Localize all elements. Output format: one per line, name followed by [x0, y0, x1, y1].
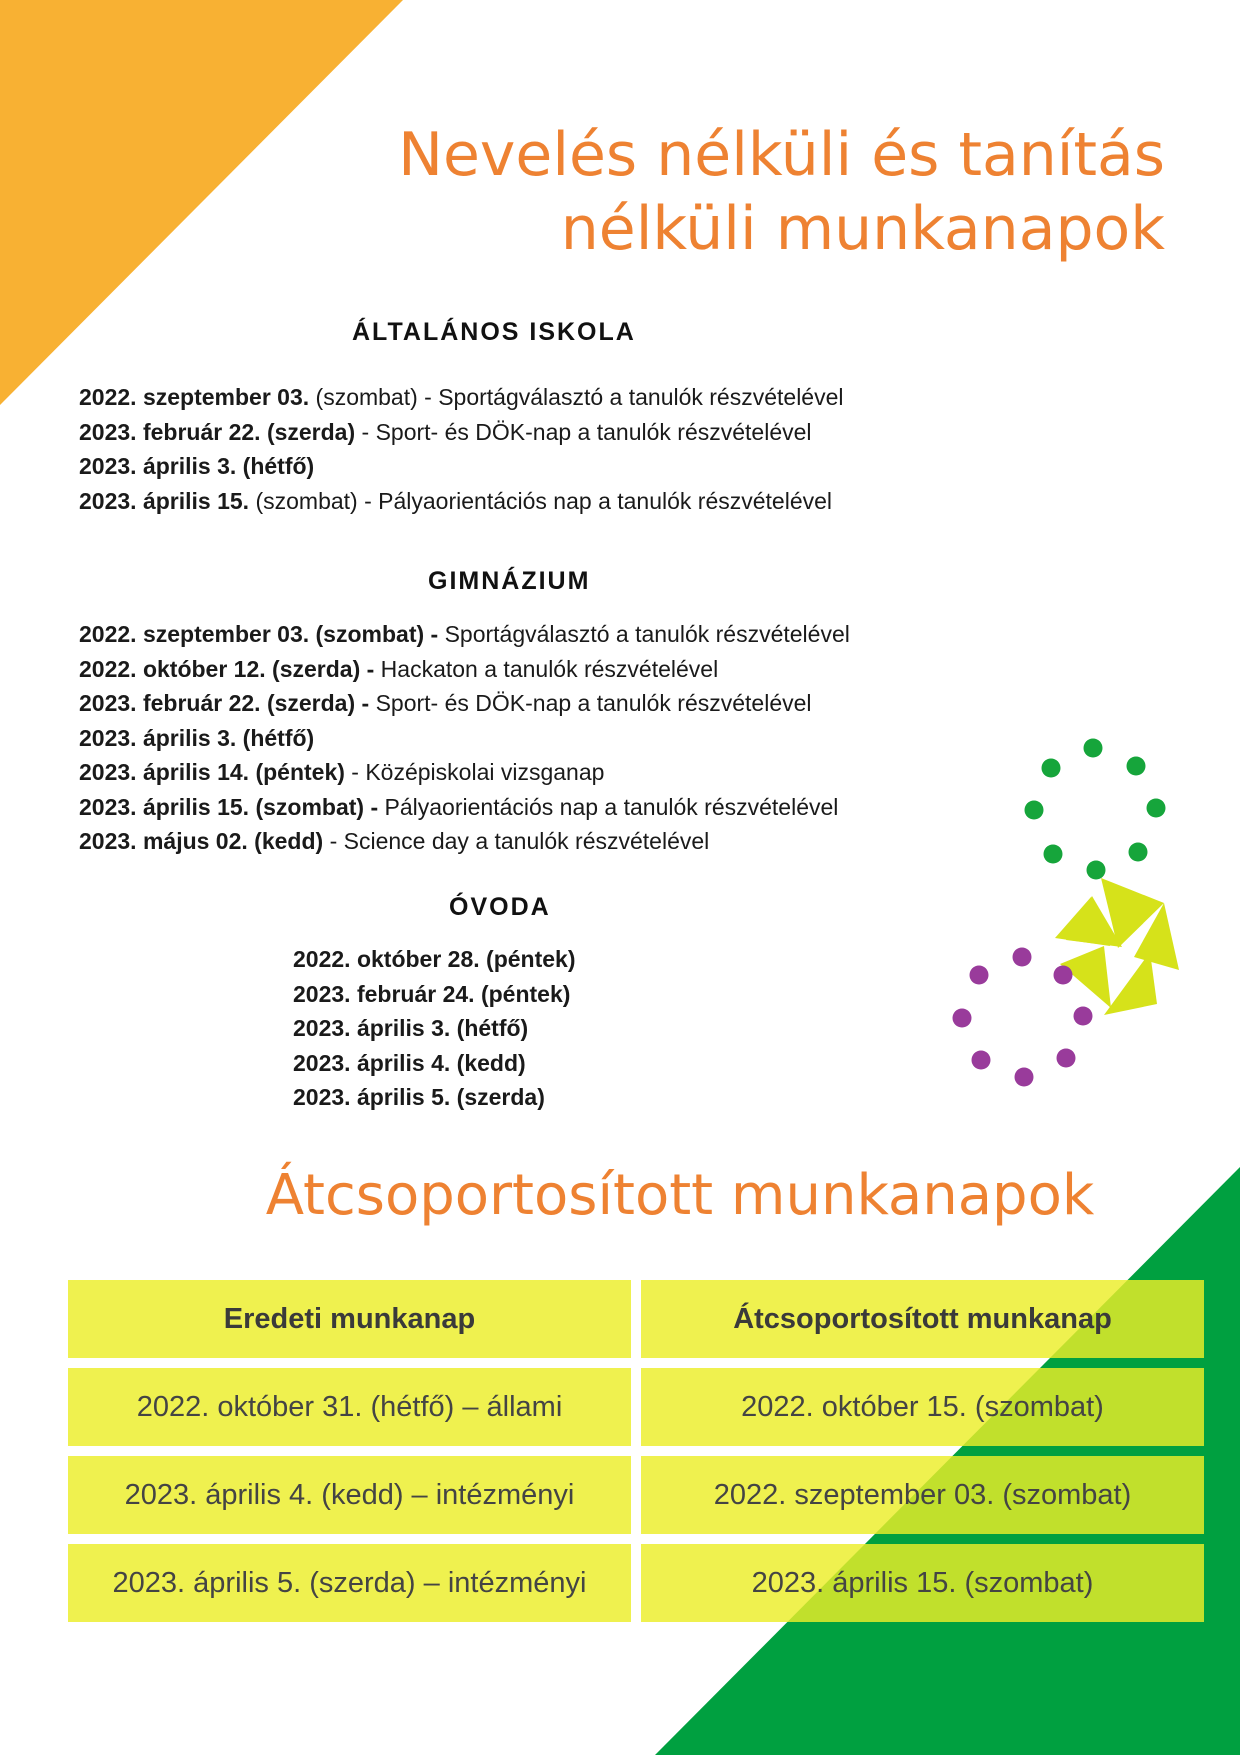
entry-description: Hackaton a tanulók részvételével	[374, 655, 719, 682]
table-cell: 2022. október 15. (szombat)	[641, 1368, 1204, 1446]
schedule-table	[68, 1280, 1204, 1632]
table-cell: 2022. szeptember 03. (szombat)	[641, 1456, 1204, 1534]
list-item: 2022. október 28. (péntek)	[293, 946, 576, 972]
section-heading-gimnazium: GIMNÁZIUM	[428, 567, 591, 595]
section-heading-ovoda: ÓVODA	[449, 893, 551, 921]
entry-description: - Középiskolai vizsganap	[344, 759, 605, 785]
entry-date: 2023. április 3. (hétfő)	[79, 724, 315, 751]
table-cell: 2023. április 5. (szerda) – intézményi	[68, 1544, 631, 1622]
entry-date: 2022. szeptember 03. (szombat) -	[79, 621, 439, 647]
yellow-triangle-pinwheel	[1055, 878, 1179, 1015]
list-item: 2023. április 5. (szerda)	[293, 1084, 545, 1110]
column-header: Eredeti munkanap	[68, 1280, 631, 1358]
table-cell: 2023. április 4. (kedd) – intézményi	[68, 1456, 631, 1534]
entry-description: (szombat) - Sportágválasztó a tanulók részvételével	[309, 384, 844, 410]
column-header: Átcsoportosított munkanap	[641, 1280, 1204, 1358]
entry-description: - Sport- és DÖK-nap a tanulók részvételével	[355, 418, 812, 445]
table-row	[68, 1456, 1204, 1534]
entry-date: 2023. május 02. (kedd)	[79, 828, 324, 854]
entry-description: - Science day a tanulók részvételével	[323, 828, 710, 854]
table-cell: 2022. október 31. (hétfő) – állami	[68, 1368, 631, 1446]
section-heading-altalanos: ÁLTALÁNOS ISKOLA	[352, 318, 636, 346]
list-item: 2023. február 24. (péntek)	[293, 980, 571, 1007]
table-row	[68, 1544, 1204, 1622]
entry-description: Sportágválasztó a tanulók részvételével	[438, 621, 850, 647]
entry-date: 2023. április 14. (péntek)	[79, 759, 345, 785]
section-title-atcsoportositott: Átcsoportosított munkanapok	[265, 1163, 1095, 1228]
list-item: 2023. április 4. (kedd)	[293, 1049, 526, 1076]
entry-description: Sport- és DÖK-nap a tanulók részvételével	[369, 690, 812, 716]
entry-date: 2023. április 3. (hétfő)	[79, 453, 315, 479]
table-row	[68, 1368, 1204, 1446]
entry-date: 2023. április 15.	[79, 487, 250, 514]
table-header-row	[68, 1280, 1204, 1358]
entry-date: 2023. február 22. (szerda)	[79, 418, 356, 445]
entry-date: 2023. február 22. (szerda) -	[79, 690, 370, 716]
green-dot-ring	[1025, 739, 1166, 880]
entry-date: 2023. április 15. (szombat) -	[79, 793, 379, 820]
table-cell: 2023. április 15. (szombat)	[641, 1544, 1204, 1622]
entry-description: Pályaorientációs nap a tanulók részvételével	[378, 793, 839, 820]
title-line-1: Nevelés nélküli és tanítás	[398, 120, 1165, 190]
entry-date: 2022. október 12. (szerda) -	[79, 655, 375, 682]
entry-date: 2022. szeptember 03.	[79, 384, 310, 410]
list-item: 2023. április 3. (hétfő)	[293, 1015, 529, 1041]
title-line-2: nélküli munkanapok	[560, 194, 1165, 264]
entry-description: (szombat) - Pályaorientációs nap a tanulók részvételével	[249, 487, 833, 514]
